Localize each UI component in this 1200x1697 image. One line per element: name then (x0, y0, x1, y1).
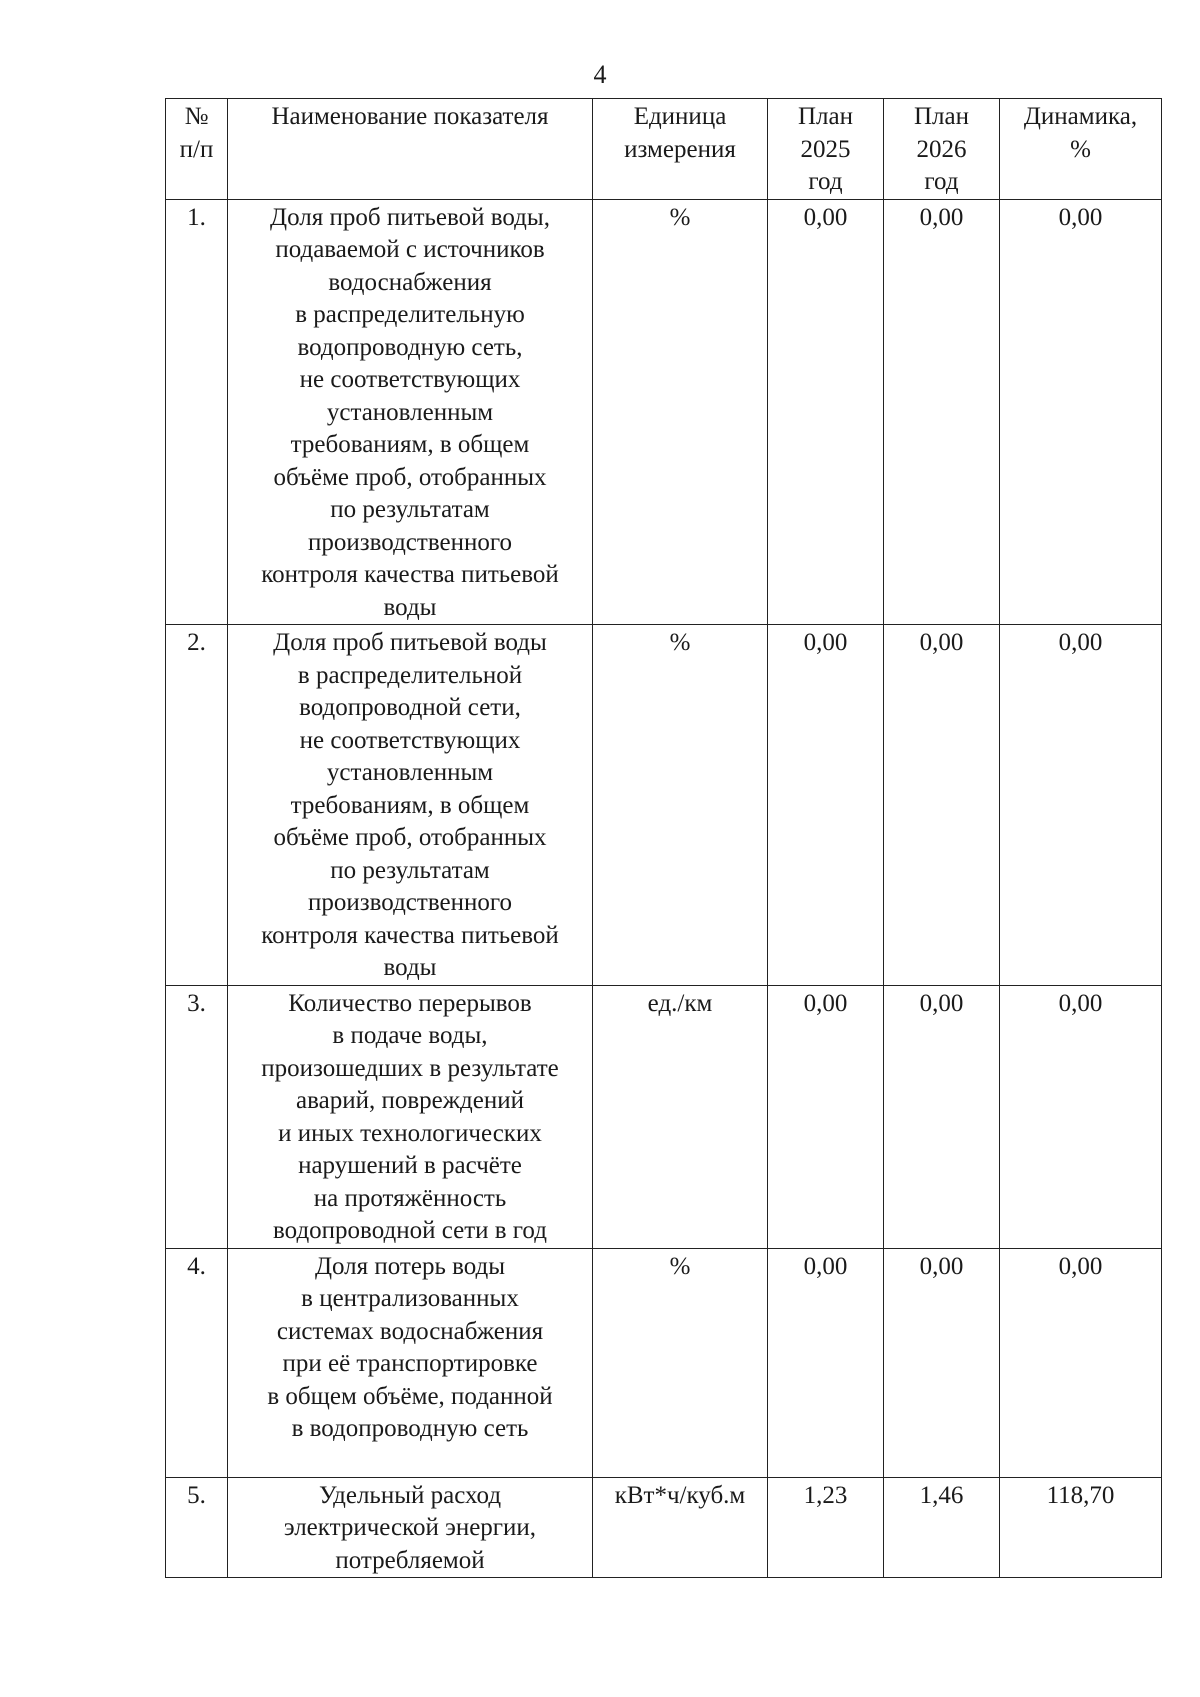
indicator-name-line: в водопроводную сеть (291, 1415, 529, 1442)
header-num-line: № (184, 103, 209, 130)
header-unit-line: измерения (624, 135, 736, 163)
indicator-name-line: в распределительную (295, 301, 525, 328)
header-dynamics (1000, 99, 1162, 200)
plan-2025-cell: 0,00 (768, 1248, 884, 1477)
indicator-name-line: электрической энергии, (283, 1514, 537, 1541)
header-plan-2026-line: 2026 (916, 135, 967, 163)
indicator-name (228, 625, 593, 986)
indicator-name-line: воды (383, 954, 437, 981)
indicator-name-line: по результатам (330, 856, 490, 884)
indicator-name-line: не соответствующих (299, 366, 521, 393)
header-dynamics-line: Динамика, (1023, 103, 1138, 130)
plan-2025-cell: 1,23 (768, 1477, 884, 1578)
plan-2025-cell: 0,00 (768, 985, 884, 1248)
table-row (166, 985, 1162, 1248)
indicator-name-line: контроля качества питьевой (261, 561, 559, 588)
indicator-name-line: потребляемой (335, 1546, 485, 1574)
row-number: 1. (166, 199, 228, 625)
indicator-name-line: в централизованных (301, 1285, 519, 1312)
header-plan-2025 (768, 99, 884, 200)
plan-2025-cell: 0,00 (768, 625, 884, 986)
unit-cell: % (593, 1248, 768, 1477)
table-row (166, 1248, 1162, 1477)
indicator-name-line: объёме проб, отобранных (273, 824, 547, 851)
row-number: 4. (166, 1248, 228, 1477)
indicator-name-line: подаваемой с источников (275, 236, 545, 263)
header-unit-line: Единица (633, 103, 727, 130)
dynamics-cell: 0,00 (1000, 985, 1162, 1248)
plan-2026-cell: 0,00 (884, 985, 1000, 1248)
row-number: 5. (166, 1477, 228, 1578)
indicator-name-line: по результатам (330, 496, 490, 523)
row-number: 2. (166, 625, 228, 986)
dynamics-cell: 0,00 (1000, 1248, 1162, 1477)
header-name-line: Наименование показателя (271, 103, 549, 130)
indicator-name (228, 1477, 593, 1578)
indicator-name-line: не соответствующих (299, 726, 521, 754)
header-plan-2026-line: год (924, 168, 959, 195)
indicator-name (228, 985, 593, 1248)
header-num-line: п/п (179, 135, 214, 163)
unit-cell: ед./км (593, 985, 768, 1248)
indicator-name (228, 199, 593, 625)
plan-2026-cell: 0,00 (884, 199, 1000, 625)
indicator-name-line: на протяжённость (313, 1184, 507, 1212)
indicator-name-line: при её транспортировке (282, 1350, 538, 1377)
indicator-name-line: требованиям, в общем (290, 431, 530, 458)
row-number: 3. (166, 985, 228, 1248)
indicator-name-line: объёме проб, отобранных (273, 463, 547, 491)
table-header-row (166, 99, 1162, 200)
indicator-name-line: системах водоснабжения (276, 1317, 544, 1345)
indicator-name-line: в распределительной (297, 661, 523, 689)
header-plan-2026-line: План (913, 103, 969, 130)
indicator-name-line: Доля проб питьевой воды (273, 629, 547, 656)
header-num (166, 99, 228, 200)
header-name (228, 99, 593, 200)
header-plan-2025-line: 2025 (800, 135, 851, 163)
indicator-name-line: производственного (308, 889, 512, 916)
page-number: 4 (593, 60, 607, 89)
indicator-name-line: произошедших в результате (261, 1054, 559, 1082)
plan-2025-cell: 0,00 (768, 199, 884, 625)
indicator-name-line: Удельный расход (318, 1481, 502, 1509)
indicator-name-line: установленным (326, 398, 494, 426)
table-row (166, 1477, 1162, 1578)
indicator-name-line: водопроводной сети в год (273, 1217, 547, 1244)
indicator-name-line: требованиям, в общем (290, 791, 530, 819)
unit-cell: % (593, 199, 768, 625)
header-dynamics-line: % (1070, 135, 1091, 163)
header-plan-2025-line: План (797, 103, 853, 130)
plan-2026-cell: 0,00 (884, 625, 1000, 986)
indicator-name (228, 1248, 593, 1477)
indicator-name-line: в общем объёме, поданной (267, 1382, 553, 1410)
header-plan-2025-line: год (808, 168, 843, 195)
indicator-name-line: водопроводной сети, (299, 694, 521, 721)
indicator-name-line: в подаче воды, (332, 1022, 488, 1049)
table-row (166, 199, 1162, 625)
table-row (166, 625, 1162, 986)
indicator-name-line: воды (383, 593, 437, 621)
indicator-name-line: контроля качества питьевой (261, 921, 559, 949)
plan-2026-cell: 1,46 (884, 1477, 1000, 1578)
header-unit (593, 99, 768, 200)
indicator-name-line: аварий, повреждений (296, 1087, 524, 1114)
indicators-table (165, 98, 1162, 1578)
unit-cell: % (593, 625, 768, 986)
header-plan-2026 (884, 99, 1000, 200)
indicator-name-line: нарушений в расчёте (298, 1152, 522, 1179)
indicator-name-line: Количество перерывов (288, 989, 532, 1017)
dynamics-cell: 0,00 (1000, 199, 1162, 625)
indicator-name-line: и иных технологических (278, 1119, 542, 1147)
indicator-name-line: водоснабжения (328, 268, 492, 296)
plan-2026-cell: 0,00 (884, 1248, 1000, 1477)
dynamics-cell: 0,00 (1000, 625, 1162, 986)
indicator-name-line: производственного (308, 528, 512, 556)
indicator-name-line: Доля проб питьевой воды, (270, 203, 550, 231)
indicator-name-line: установленным (326, 759, 494, 786)
dynamics-cell: 118,70 (1000, 1477, 1162, 1578)
unit-cell: кВт*ч/куб.м (593, 1477, 768, 1578)
indicator-name-line: водопроводную сеть, (297, 333, 523, 361)
indicator-name-line: Доля потерь воды (314, 1252, 506, 1280)
